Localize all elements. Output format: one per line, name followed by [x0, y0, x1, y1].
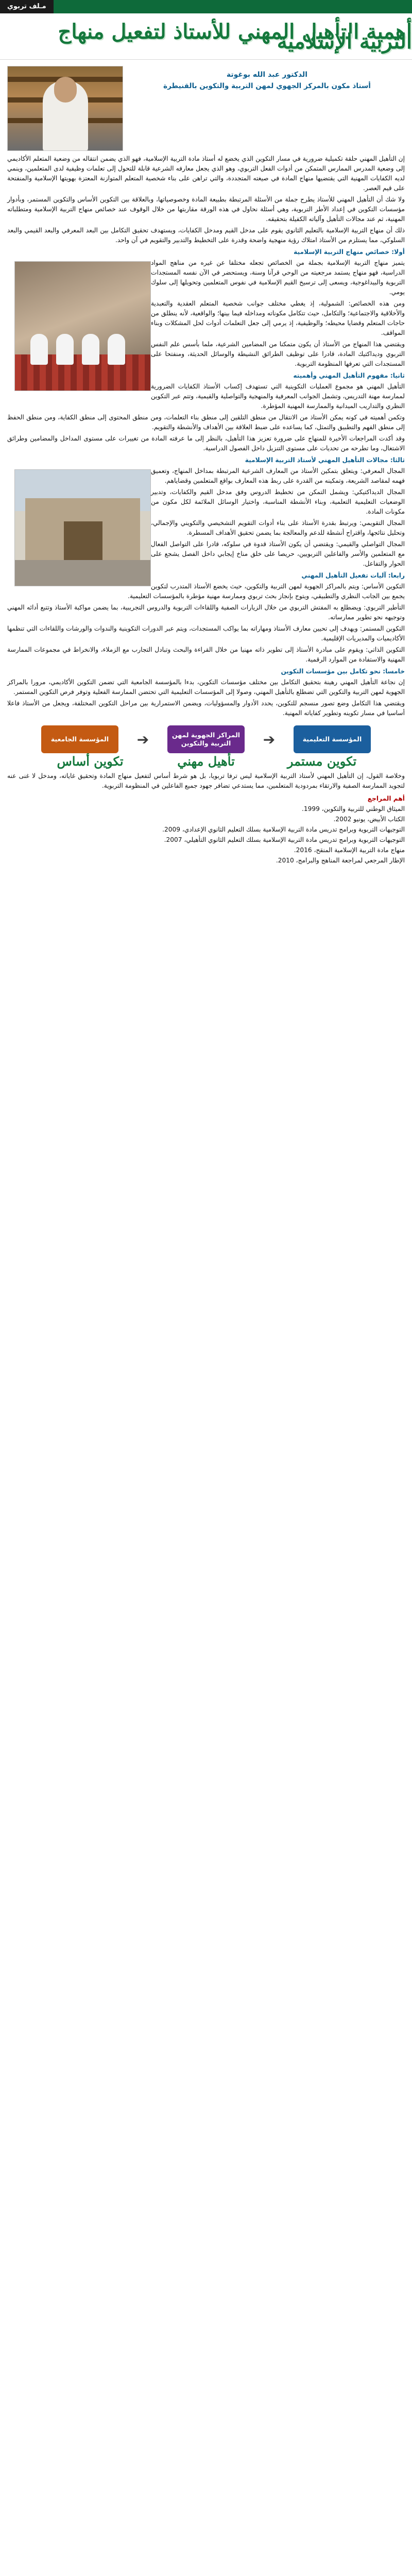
section-1: [7, 247, 405, 369]
section-paragraph: ومن هذه الخصائص: الشمولية، إذ يغطي مختلف جوانب شخصية المتعلم العقدية والتعبدية والأخلاقية والاجتماعية؛ والتكامل، حيث تتكامل مكوناته ومداخله فيما بينها؛ والواقعية، لأنه ينطلق من حاجات المتعلم وقضايا محيطه؛ والوظيفية، إذ يرمي إلى جعل التعلمات أدوات لحل المشكلات وبناء المواقف.: [151, 300, 405, 336]
diagram-label: تأهيل مهني: [177, 754, 235, 769]
section-paragraph: وقد أكدت المراجعات الأخيرة للمنهاج على ضرورة تعزيز هذا التأهيل، بالنظر إلى ما عرفته المادة من تغييرات على مستوى المداخل والمضامين وطرائق الاشتغال، وما تطرحه من تحديات على مستوى التنزيل داخل الفصول الدراسية.: [7, 435, 405, 452]
section-heading: أولا: خصائص منهاج التربية الإسلامية: [294, 248, 405, 256]
section-paragraph: المجال التقويمي: ويرتبط بقدرة الأستاذ على بناء أدوات التقويم التشخيصي والتكويني والإجمالي، وتحليل نتائجها، واقتراح أنشطة للدعم والمعالجة بما يضمن تحقيق الأهداف المسطرة.: [151, 519, 405, 536]
reference-item: منهاج مادة التربية الإسلامية المنقح، 2016.: [294, 846, 405, 854]
diagram-box-school: المؤسسة التعليمية: [294, 725, 371, 753]
reference-item: الكتاب الأبيض، يونيو 2002.: [333, 816, 405, 823]
building-photo: [14, 469, 151, 586]
references: [7, 794, 405, 866]
author-photo: [7, 66, 123, 151]
diagram-label: تكوين أساس: [57, 754, 124, 769]
section-paragraph: التكوين الذاتي: ويقوم على مبادرة الأستاذ إلى تطوير ذاته مهنيا من خلال القراءة والبحث وتبادل التجارب مع الزملاء، والانخراط في مجموعات الممارسة المهنية والاستفادة من الموارد الرقمية.: [7, 646, 405, 663]
intro-paragraph: ذلك أن منهاج التربية الإسلامية بالتعليم الثانوي يقوم على مدخل القيم ومدخل الكفايات، ويستهدف تحقيق التكامل بين البعد المعرفي والبعد القيمي والبعد السلوكي، مما يستلزم من الأستاذ امتلاك رؤية منهجية واضحة وقدرة على التخطيط والتدبير والتقويم في آن واحد.: [7, 227, 405, 244]
section-paragraph: يتميز منهاج التربية الإسلامية بجملة من الخصائص تجعله مختلفا عن غيره من مناهج المواد الدراسية، فهو منهاج يستمد مرجعيته من الوحي قرآنا وسنة، ويستحضر في الآن نفسه المستجدات التربوية والبيداغوجية، ويسعى إلى ترسيخ القيم الإسلامية في نفوس المتعلمين وتحويلها إلى سلوك يومي.: [151, 259, 405, 296]
section-paragraph: التأطير التربوي: ويضطلع به المفتش التربوي من خلال الزيارات الصفية واللقاءات التربوية والدروس التجريبية، بما يضمن مواكبة الأستاذ وتتبع أدائه المهني وتوجيهه نحو تطوير ممارساته.: [7, 604, 405, 621]
intro-paragraph: إن التأهيل المهني حلقة تكميلية ضرورية في مسار التكوين الذي يخضع له أستاذ مادة التربية الإسلامية، فهو الذي يضمن انتقاله من وضعية المتعلم الأكاديمي إلى وضعية المدرس الممارس المتمكن من أدوات الفعل التربوي، وهو الذي يجعل معارفه الشرعية قابلة للتحول إلى تعلمات وظيفية لدى المتعلمين، وينمي لديه الكفايات المهنية التي يقتضيها منهاج المادة في صيغته المتجددة، والتي تراهن على بناء شخصية المتعلم المتوازنة المعتزة بهويتها الإسلامية والمنفتحة على قيم العصر.: [7, 155, 405, 192]
section-paragraph: ويقتضي هذا المنهاج من الأستاذ أن يكون متمكنا من المضامين الشرعية، ملما بأسس علم النفس التربوي وديداكتيك المادة، قادرا على توظيف الطرائق النشيطة والوسائل الحديثة، ومنفتحا على المستجدات التي تعرفها المنظومة التربوية.: [151, 341, 405, 367]
article-body: [0, 60, 412, 866]
author-role: أستاذ مكون بالمركز الجهوي لمهن التربية والتكوين بالقنيطرة: [163, 82, 371, 90]
diagram-box-regional-center: المراكز الجهوية لمهن التربية والتكوين: [167, 725, 245, 753]
conclusion: [7, 771, 405, 791]
section-rubric: مـلف تربوي: [0, 0, 54, 13]
section-paragraph: المجال المعرفي: ويتعلق بتمكين الأستاذ من المعارف الشرعية المرتبطة بمداخل المنهاج، وتعميق فهمه لمقاصد الشريعة، وتمكينه من القدرة على ربط هذه المعارف بواقع المتعلمين وقضاياهم.: [151, 467, 405, 484]
author-name: الدكتور عبد الله بوغوتة: [226, 71, 308, 79]
section-paragraph: التأهيل المهني هو مجموع العمليات التكوينية التي تستهدف إكساب الأستاذ الكفايات الضرورية لممارسة مهنة التدريس، وتشمل الجوانب المعرفية والمنهجية والتواصلية والقيمية، وتتم عبر التكوين النظري والتداريب الميدانية والممارسة المهنية المؤطرة.: [151, 383, 405, 410]
author-block: [7, 66, 405, 151]
top-bar: [0, 0, 412, 13]
title-block: [0, 13, 412, 60]
classroom-photo: [14, 261, 151, 391]
diagram-box-university: المؤسسة الجامعية: [41, 725, 118, 753]
training-diagram: [41, 725, 371, 753]
reference-item: التوجيهات التربوية وبرامج تدريس مادة التربية الإسلامية بسلك التعليم الثانوي الإعدادي، 2009.: [162, 826, 405, 833]
section-heading: ثالثا: مجالات التأهيل المهني لأستاذ التربية الإسلامية: [245, 456, 405, 464]
intro-paragraph: ولا شك أن التأهيل المهني للأستاذ يطرح جملة من الأسئلة المرتبطة بطبيعة المادة وخصوصياتها، وبالعلاقة بين التكوين الأساس والتكوين المستمر، وبأدوار مؤسسات التكوين في إعداد الأطر التربوية، وهي أسئلة نحاول في هذه الورقة مقاربتها من خلال الوقوف عند خصائص منهاج التربية الإسلامية ومتطلباته المهنية، ثم عند مجالات التأهيل وآلياته الكفيلة بتحقيقه.: [7, 196, 405, 223]
section-paragraph: وتكمن أهميته في كونه يمكن الأستاذ من الانتقال من منطق التلقين إلى منطق بناء التعلمات، ومن منطق المحتوى إلى منطق الكفاية، ومن منطق الحفظ إلى منطق الفهم والتطبيق والتمثل، كما يساعده على ضبط العلاقة بين الأهداف والأنشطة والتقويم.: [7, 414, 405, 431]
section-3: [7, 455, 405, 569]
reference-item: الإطار المرجعي لمراجعة المناهج والبرامج، 2010.: [276, 857, 405, 864]
section-paragraph: ويقتضي هذا التكامل وضع تصور منسجم للتكوين، يحدد الأدوار والمسؤوليات، ويضمن الاستمرارية بين مراحل التكوين المختلفة، ويجعل من الأستاذ فاعلا أساسيا في مسار تكوينه وتطوير كفاياته المهنية.: [7, 700, 405, 717]
section-paragraph: التكوين الأساس: ويتم بالمراكز الجهوية لمهن التربية والتكوين، حيث يخضع الأستاذ المتدرب لتكوين يجمع بين الجانب النظري والتطبيقي، ويتوج بإنجاز بحث تربوي وممارسة مهنية مؤطرة بالمؤسسات التعليمية.: [128, 583, 405, 600]
section-paragraph: إن نجاعة التأهيل المهني رهينة بتحقيق التكامل بين مختلف مؤسسات التكوين، بدءا بالمؤسسة الجامعية التي تضمن التكوين الأكاديمي، مرورا بالمراكز الجهوية لمهن التربية والتكوين التي تضطلع بالتأهيل المهني، وصولا إلى المؤسسات التعليمية التي تحتضن الممارسة الفعلية وتوفر فرص التكوين المستمر.: [7, 679, 405, 696]
arrow-right-icon: ➔: [136, 731, 149, 748]
section-paragraph: المجال الديداكتيكي: ويشمل التمكن من تخطيط الدروس وفق مدخل القيم والكفايات، وتدبير الوضعيات التعليمية التعلمية، وبناء الأنشطة المناسبة، واختيار الوسائل الملائمة لكل مكون من مكونات المادة.: [151, 488, 405, 515]
section-5: [7, 667, 405, 718]
conclusion-paragraph: وخلاصة القول، إن التأهيل المهني لأستاذ التربية الإسلامية ليس ترفا تربويا، بل هو شرط أساس لتفعيل منهاج المادة وتحقيق غاياته، ومدخل لا غنى عنه لتجويد الممارسة الصفية والارتقاء بمردودية المتعلمين، مما يستدعي تضافر جهود جميع الفاعلين في المنظومة التربوية.: [7, 772, 405, 789]
section-paragraph: المجال التواصلي والقيمي: ويقتضي أن يكون الأستاذ قدوة في سلوكه، قادرا على التواصل الفعال مع المتعلمين والأسر والفاعلين التربويين، حريصا على خلق مناخ إيجابي داخل الفصل يشجع على الحوار والتفاعل.: [151, 540, 405, 567]
arrow-right-icon: ➔: [263, 731, 276, 748]
author-info: [129, 66, 405, 151]
references-heading: أهم المراجع: [367, 795, 405, 802]
section-paragraph: التكوين المستمر: ويهدف إلى تحيين معارف الأستاذ ومهاراته بما يواكب المستجدات، ويتم عبر الدورات التكوينية والندوات والورشات واللقاءات التي تنظمها الأكاديميات والمديريات الإقليمية.: [7, 625, 405, 642]
article-title: أهمية التأهيل المهني للأستاذ لتفعيل منهاج التربية الإسلامية: [58, 19, 412, 54]
reference-item: الميثاق الوطني للتربية والتكوين، 1999.: [301, 805, 405, 812]
diagram-labels: [41, 754, 371, 769]
section-heading: خامسا: نحو تكامل بين مؤسسات التكوين: [281, 668, 405, 675]
section-heading: ثانيا: مفهوم التأهيل المهني وأهميته: [293, 372, 405, 379]
reference-item: التوجيهات التربوية وبرامج تدريس مادة التربية الإسلامية بسلك التعليم الثانوي التأهيلي، 2007.: [164, 836, 405, 843]
section-heading: رابعا: آليات تفعيل التأهيل المهني: [301, 572, 405, 579]
intro: [7, 154, 405, 245]
diagram-label: تكوين مستمر: [287, 754, 357, 769]
